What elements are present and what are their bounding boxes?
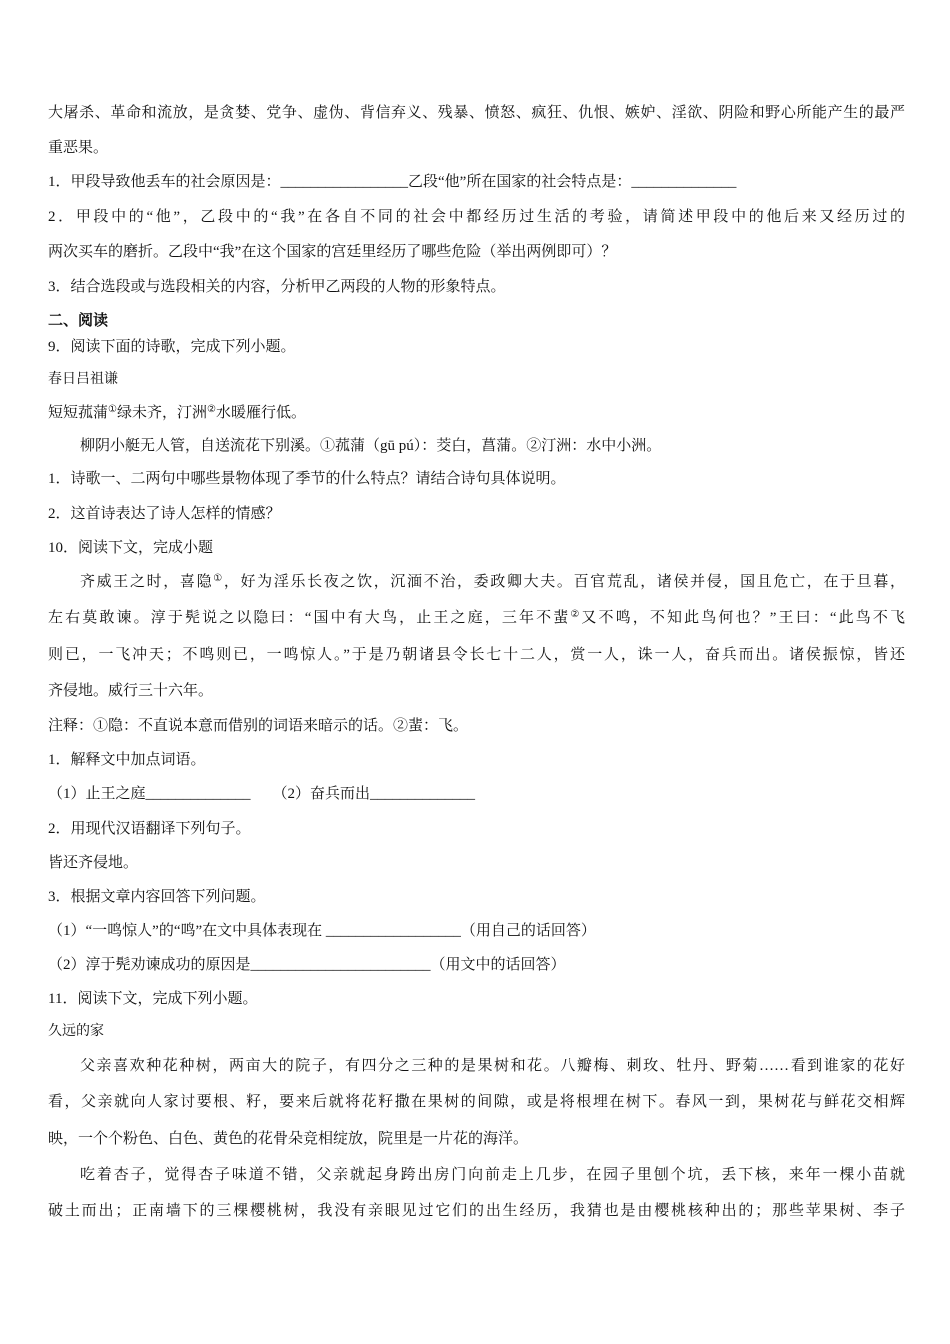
annotation-notes: 注释：①隐：不直说本意而借别的词语来暗示的话。②蜚：飞。: [48, 718, 469, 734]
poem-text: 水暖雁行低。: [215, 405, 306, 421]
classical-text-line: [48, 608, 905, 628]
footnote-ref: ②: [207, 404, 216, 415]
question-10-1: 1．解释文中加点词语。: [48, 752, 206, 768]
fill-blank-item: （2）淳于髡劝谏成功的原因是________________________（用文中的话回答）: [48, 957, 566, 973]
poem-text: 绿未齐，汀洲: [116, 405, 207, 421]
essay-line: 看，父亲就向人家讨要根、籽，要来后就将花籽撒在果树的间隙，或是将根埋在树下。春风一到，果树花与鲜花交相辉: [48, 1094, 905, 1110]
question-8-1: 1．甲段导致他丢车的社会原因是：_________________乙段“他”所在国家的社会特点是：______________: [48, 174, 737, 190]
classical-text: 又不鸣，不知此鸟何也？”王曰：“此鸟不飞: [581, 610, 905, 626]
question-10-prompt: 10．阅读下文，完成小题: [48, 540, 214, 556]
footnote-ref: ②: [570, 609, 582, 620]
section-heading: 二、阅读: [48, 313, 109, 329]
passage-line: 大屠杀、革命和流放，是贪婪、党争、虚伪、背信弃义、残暴、愤怒、疯狂、仇恨、嫉妒、淫欲、阴险和野心所能产生的最严: [48, 105, 905, 121]
poem-line: 柳阴小艇无人管，自送流花下别溪。①菰蒲（gū pú）：茭白，菖蒲。②汀洲：水中小洲。: [80, 438, 662, 454]
essay-line: 破土而出；正南墙下的三棵樱桃树，我没有亲眼见过它们的出生经历，我猜也是由樱桃核种出的；那些苹果树、李子: [48, 1203, 905, 1219]
poem-text: 短短菰蒲: [48, 405, 109, 421]
essay-line: 映，一个个粉色、白色、黄色的花骨朵竞相绽放，院里是一片花的海洋。: [48, 1131, 529, 1147]
question-8-2-line: 2．甲段中的“他”，乙段中的“我”在各自不同的社会中都经历过生活的考验，请简述甲段中的他后来又经历过的: [48, 209, 905, 225]
fill-blank-item: （1）止王之庭______________: [48, 786, 251, 802]
classical-text: 齐威王之时，喜隐: [80, 574, 214, 590]
poem-title: 春日吕祖谦: [48, 372, 118, 387]
essay-line: 吃着杏子，觉得杏子味道不错，父亲就起身跨出房门向前走上几步，在园子里刨个坑，丢下核，来年一棵小苗就: [80, 1167, 905, 1183]
essay-line: 父亲喜欢种花种树，两亩大的院子，有四分之三种的是果树和花。八瓣梅、刺玫、牡丹、野菊……看到谁家的花好: [80, 1058, 905, 1074]
question-9-2: 2．这首诗表达了诗人怎样的情感？: [48, 506, 281, 522]
footnote-ref: ①: [108, 404, 117, 415]
question-10-1-items: [48, 784, 905, 804]
classical-text-line: 则已，一飞冲天；不鸣则已，一鸣惊人。”于是乃朝诸县令长七十二人，赏一人，诛一人，奋兵而出。诸侯振惊，皆还: [48, 647, 905, 663]
translate-sentence: 皆还齐侵地。: [48, 855, 139, 871]
classical-text: ，好为淫乐长夜之饮，沉湎不治，委政卿大夫。百官荒乱，诸侯并侵，国且危亡，在于旦暮，: [223, 574, 905, 590]
footnote-ref: ①: [213, 573, 224, 584]
poem-line: [48, 403, 905, 423]
question-8-3: 3．结合选段或与选段相关的内容，分析甲乙两段的人物的形象特点。: [48, 279, 506, 295]
passage-line: 重恶果。: [48, 140, 109, 156]
question-9-1: 1．诗歌一、二两句中哪些景物体现了季节的什么特点？请结合诗句具体说明。: [48, 471, 566, 487]
question-10-3: 3．根据文章内容回答下列问题。: [48, 889, 266, 905]
question-8-2-line: 两次买车的磨折。乙段中“我”在这个国家的宫廷里经历了哪些危险（举出两例即可）？: [48, 244, 617, 260]
fill-blank-item: （2）奋兵而出______________: [272, 786, 476, 802]
classical-text-line: 齐侵地。威行三十六年。: [48, 683, 214, 699]
question-10-2: 2．用现代汉语翻译下列句子。: [48, 821, 251, 837]
fill-blank-item: （1）“一鸣惊人”的“鸣”在文中具体表现在 __________________（用自己的话回答）: [48, 923, 596, 939]
classical-text-line: [80, 572, 905, 592]
classical-text: 左右莫敢谏。淳于髡说之以隐曰：“国中有大鸟，止王之庭，三年不蜚: [48, 610, 571, 626]
question-9-prompt: 9．阅读下面的诗歌，完成下列小题。: [48, 339, 296, 355]
essay-title: 久远的家: [48, 1024, 104, 1039]
question-11-prompt: 11．阅读下文，完成下列小题。: [48, 991, 258, 1007]
